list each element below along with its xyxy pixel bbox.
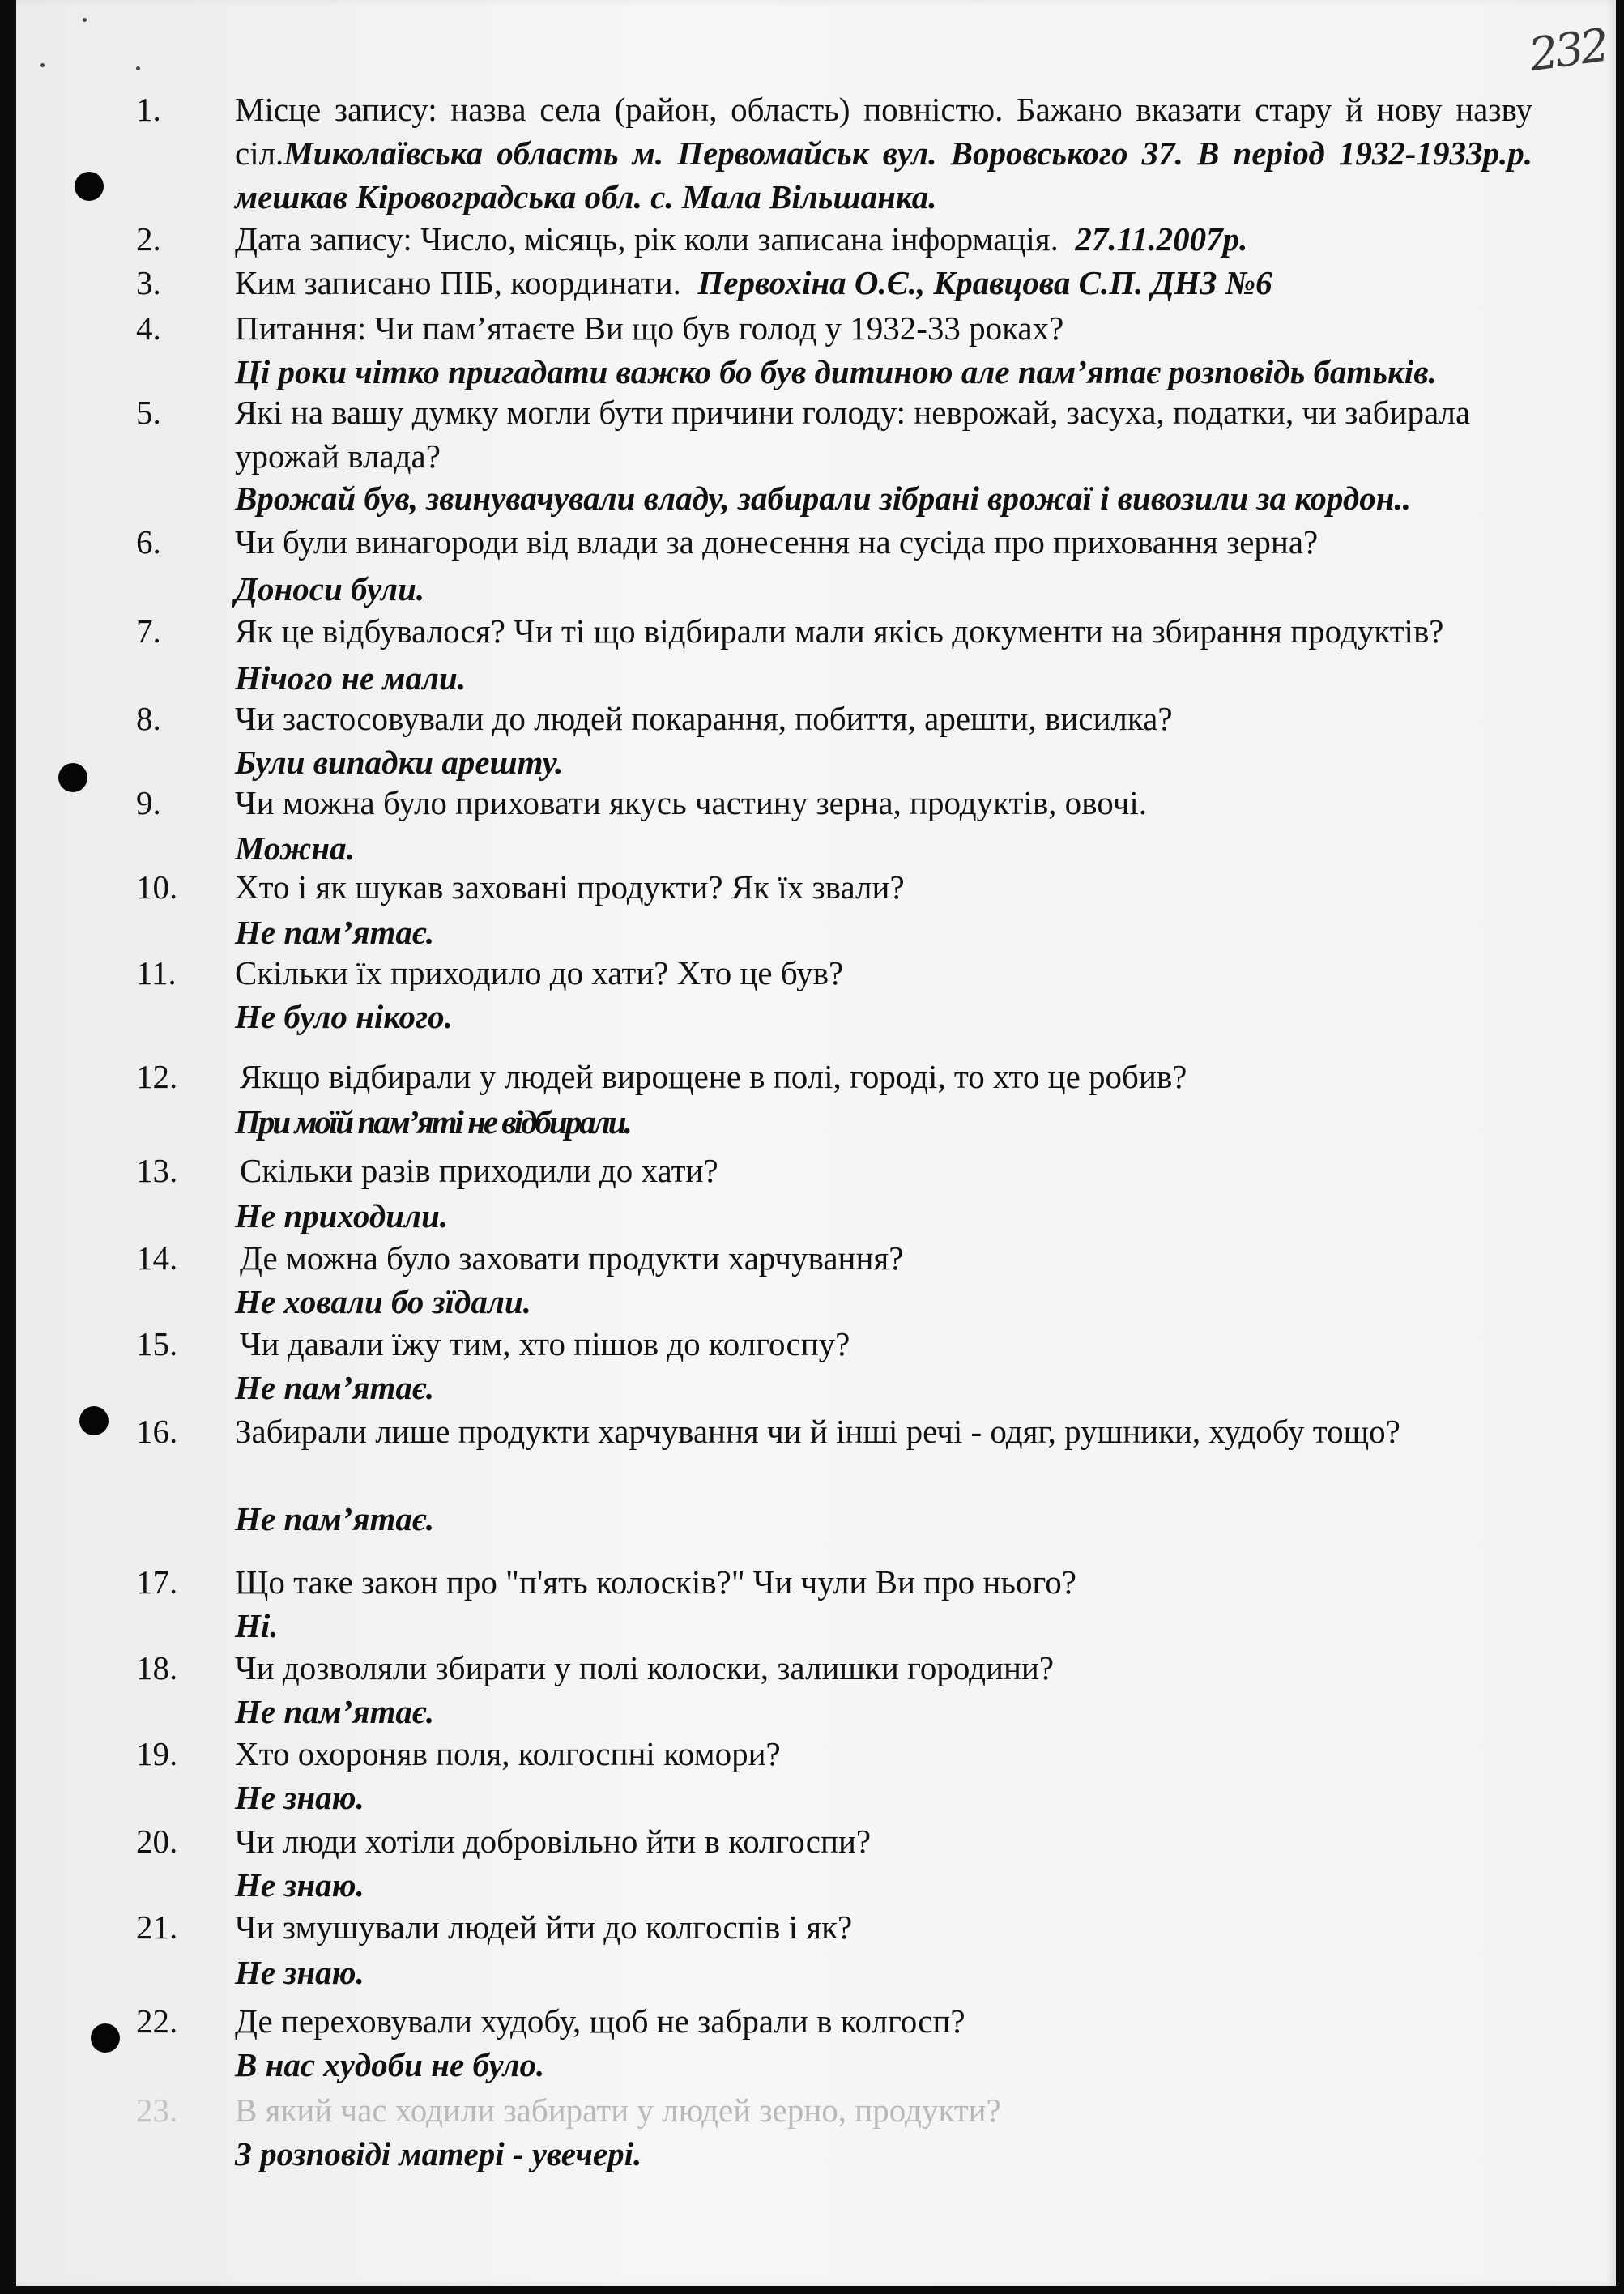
answer-text: Доноси були. <box>235 570 425 608</box>
answer-text: Можна. <box>235 829 355 867</box>
question-text: Хто охороняв поля, колгоспні комори? <box>235 1735 781 1772</box>
answer-text: Не знаю. <box>235 1866 364 1904</box>
answer-text: 27.11.2007р. <box>1075 220 1248 258</box>
question-text: Чи можна було приховати якусь частину зерна, продуктів, овочі. <box>235 784 1147 821</box>
question-text: Де переховували худобу, щоб не забрали в колгосп? <box>235 2002 965 2040</box>
question-text: Скільки разів приходили до хати? <box>240 1152 718 1189</box>
question-text: В який час ходили забирати у людей зерно, продукти? <box>235 2091 1001 2129</box>
answer-text: Не ховали бо зїдали. <box>235 1283 531 1320</box>
answer-text: Первохіна О.Є., Кравцова С.П. ДНЗ №6 <box>697 264 1272 301</box>
item-text <box>235 87 1532 219</box>
item-number: 7. <box>136 612 161 650</box>
question-text: Чи люди хотіли добровільно йти в колгоспи? <box>235 1823 872 1860</box>
answer-text: Не пам’ятає. <box>235 1693 435 1730</box>
question-text: Ким записано ПІБ, координати. <box>235 264 681 301</box>
question-text: Питання: Чи пам’ятаєте Ви що був голод у 1932-33 роках? <box>235 309 1064 347</box>
item-number: 21. <box>136 1908 178 1946</box>
answer-text: Були випадки арешту. <box>235 744 564 781</box>
question-text: Чи дозволяли збирати у полі колоски, залишки городини? <box>235 1649 1055 1686</box>
question-text: Забирали лише продукти харчування чи й інші речі - одяг, рушники, худобу тощо? <box>235 1413 1400 1450</box>
item-text <box>235 217 1532 261</box>
item-number: 18. <box>136 1649 178 1686</box>
item-number: 2. <box>136 220 161 258</box>
item-number: 1. <box>136 91 161 128</box>
item-number: 12. <box>136 1058 178 1095</box>
answer-text: Не пам’ятає. <box>235 1369 435 1406</box>
question-text: Чи застосовували до людей покарання, побиття, арешти, висилка? <box>235 700 1173 737</box>
question-text: Дата запису: Число, місяць, рік коли записана інформація. <box>235 220 1059 258</box>
question-text: Якщо відбирали у людей вирощене в полі, городі, то хто це робив? <box>240 1058 1187 1095</box>
item-number: 13. <box>136 1152 178 1189</box>
punch-hole <box>58 763 87 792</box>
answer-text: Не знаю. <box>235 1954 364 1991</box>
item-text <box>235 261 1532 305</box>
answer-text: Не знаю. <box>235 1779 364 1816</box>
question-text: Що таке закон про "п'ять колосків?" Чи чули Ви про нього? <box>235 1563 1076 1601</box>
answer-text: Врожай був, звинувачували владу, забирали зібрані врожаї і вивозили за кордон.. <box>235 480 1411 517</box>
answer-text: При моїй пам’яті не відбирали. <box>235 1103 630 1141</box>
speck <box>136 66 140 70</box>
item-number: 15. <box>136 1325 178 1362</box>
speck <box>40 63 45 67</box>
answer-text: Не приходили. <box>235 1197 449 1234</box>
item-number: 5. <box>136 394 161 431</box>
item-number: 11. <box>136 954 177 991</box>
item-number: 10. <box>136 868 178 906</box>
question-text: Скільки їх приходило до хати? Хто це був? <box>235 954 844 991</box>
question-text: Де можна було заховати продукти харчування? <box>240 1239 904 1277</box>
punch-hole <box>79 1406 109 1435</box>
question-text: Які на вашу думку могли бути причини голоду: неврожай, засуха, податки, чи забирала урожай влада? <box>235 394 1471 475</box>
question-text: Чи давали їжу тим, хто пішов до колгоспу? <box>240 1325 850 1362</box>
item-number: 4. <box>136 309 161 347</box>
question-text: Чи змушували людей йти до колгоспів і як? <box>235 1908 853 1946</box>
item-number: 9. <box>136 784 161 821</box>
punch-hole <box>75 172 104 201</box>
answer-text: Нічого не мали. <box>235 659 467 697</box>
question-text: Як це відбувалося? Чи ті що відбирали мали якісь документи на збирання продуктів? <box>235 612 1444 650</box>
item-number: 20. <box>136 1823 178 1860</box>
item-number: 16. <box>136 1413 178 1450</box>
page-number: 232 <box>1525 19 1609 83</box>
answer-text: В нас худоби не було. <box>235 2046 545 2083</box>
question-text: Місце запису: назва села (район, область) повністю. Бажано вказати стару й нову назву сіл. <box>235 91 1532 172</box>
item-number: 17. <box>136 1563 178 1601</box>
answer-text: Не пам’ятає. <box>235 1500 435 1537</box>
punch-hole <box>91 2023 120 2053</box>
question-text: Хто і як шукав заховані продукти? Як їх звали? <box>235 868 905 906</box>
item-number: 22. <box>136 2002 178 2040</box>
item-number: 19. <box>136 1735 178 1772</box>
item-number: 3. <box>136 264 161 301</box>
answer-text: Ці роки чітко пригадати важко бо був дитиною але пам’ятає розповідь батьків. <box>235 353 1437 390</box>
answer-text: З розповіді матері - увечері. <box>235 2135 642 2172</box>
item-number: 8. <box>136 700 161 737</box>
item-number: 14. <box>136 1239 178 1277</box>
item-number: 6. <box>136 523 161 561</box>
item-number: 23. <box>136 2091 178 2129</box>
answer-text: Не пам’ятає. <box>235 914 435 951</box>
document-page <box>16 0 1616 2286</box>
answer-text: Не було нікого. <box>235 998 453 1035</box>
speck <box>83 18 87 22</box>
answer-text: Ні. <box>235 1607 279 1644</box>
question-text: Чи були винагороди від влади за донесення на сусіда про приховання зерна? <box>235 523 1319 561</box>
answer-text: Миколаївська область м. Первомайськ вул. Воровського 37. В період 1932-1933р.р. мешкав Кіровоградська обл. с. Мала Вільшанка. <box>235 134 1532 215</box>
